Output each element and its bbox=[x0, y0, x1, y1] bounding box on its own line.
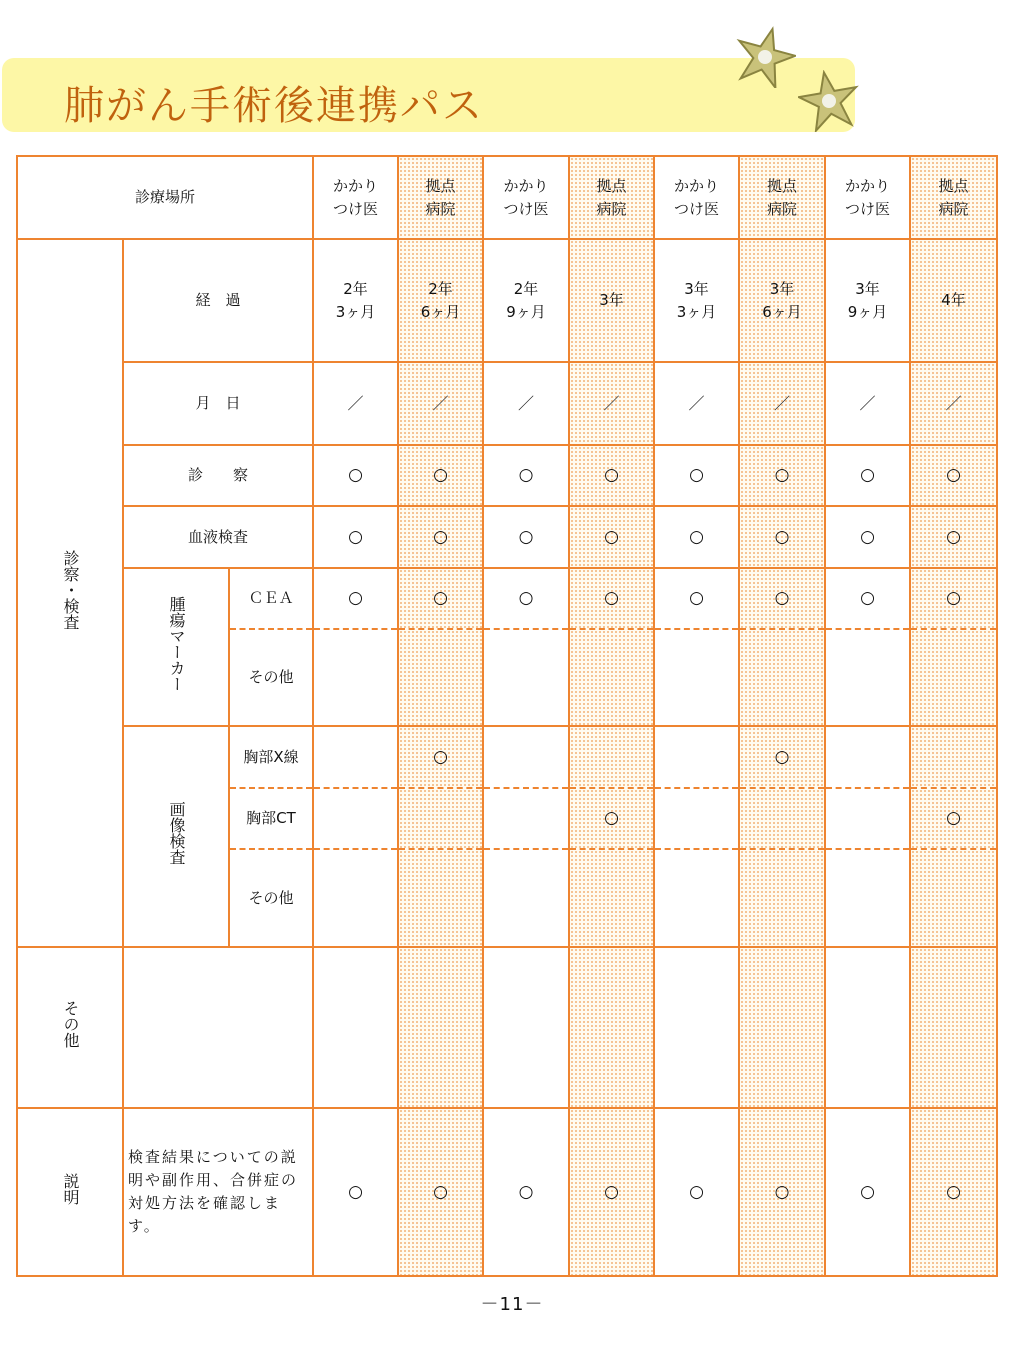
explain-row bbox=[17, 1108, 997, 1276]
explain-cell-text: ○ bbox=[689, 1181, 704, 1202]
tumor-marker-group-text: 腫瘍マーカー bbox=[167, 595, 186, 692]
table-body bbox=[17, 156, 997, 1276]
cea-label bbox=[229, 568, 313, 629]
explain-cell-text: ○ bbox=[518, 1181, 534, 1202]
column-place-text: かかり つけ医 bbox=[844, 176, 890, 218]
cea-cell bbox=[483, 568, 569, 629]
exam-row bbox=[17, 445, 997, 506]
xray-cell bbox=[483, 726, 569, 788]
cea-cell bbox=[910, 568, 997, 629]
explain-cell-text: ○ bbox=[348, 1181, 363, 1202]
ct-label bbox=[229, 788, 313, 849]
cea-cell bbox=[654, 568, 739, 629]
exam-label bbox=[123, 445, 313, 506]
other-cell bbox=[739, 947, 825, 1108]
tumor-other-cell bbox=[398, 629, 483, 726]
imaging-other-label bbox=[229, 849, 313, 947]
column-place bbox=[910, 156, 997, 239]
exam-cell bbox=[739, 445, 825, 506]
date-cell-text: ／ bbox=[603, 393, 620, 413]
elapsed-value bbox=[569, 239, 654, 362]
imaging-other-cell bbox=[739, 849, 825, 947]
column-place-text: かかり つけ医 bbox=[332, 176, 378, 218]
explain-cell bbox=[739, 1108, 825, 1276]
xray-cell-text: ○ bbox=[774, 746, 790, 767]
imaging-group-text: 画像検査 bbox=[167, 801, 186, 865]
exam-cell-text: ○ bbox=[348, 465, 363, 485]
elapsed-value bbox=[398, 239, 483, 362]
elapsed-label-text: 経 過 bbox=[195, 291, 241, 309]
elapsed-value bbox=[739, 239, 825, 362]
other-cell bbox=[825, 947, 910, 1108]
xray-cell bbox=[569, 726, 654, 788]
group-exam bbox=[17, 239, 123, 947]
tumor-other-label bbox=[229, 629, 313, 726]
other-blank bbox=[123, 947, 313, 1108]
blood-cell-text: ○ bbox=[689, 526, 704, 547]
elapsed-value-text: 3年 3ヶ月 bbox=[676, 279, 717, 321]
tumor-other-cell bbox=[569, 629, 654, 726]
blood-cell-text: ○ bbox=[774, 526, 790, 547]
exam-cell bbox=[398, 445, 483, 506]
explain-cell-text: ○ bbox=[946, 1181, 961, 1202]
column-place-text: 拠点 病院 bbox=[425, 176, 456, 218]
ct-cell bbox=[910, 788, 997, 849]
imaging-other-label-text: その他 bbox=[248, 888, 294, 907]
elapsed-value bbox=[825, 239, 910, 362]
imaging-other-cell bbox=[569, 849, 654, 947]
explain-cell bbox=[654, 1108, 739, 1276]
cea-cell-text: ○ bbox=[774, 588, 790, 608]
xray-cell bbox=[825, 726, 910, 788]
column-place-text: かかり つけ医 bbox=[503, 176, 549, 218]
explain-cell-text: ○ bbox=[604, 1181, 619, 1202]
elapsed-value-text: 4年 bbox=[941, 291, 966, 309]
exam-cell-text: ○ bbox=[946, 465, 961, 485]
explain-text-text: 検査結果についての説明や副作用、合併症の対処方法を確認します。 bbox=[128, 1148, 299, 1235]
date-cell bbox=[654, 362, 739, 445]
elapsed-row bbox=[17, 239, 997, 362]
column-place bbox=[654, 156, 739, 239]
blood-label-text: 血液検査 bbox=[187, 527, 248, 546]
elapsed-value-text: 2年 9ヶ月 bbox=[506, 279, 546, 321]
ct-cell bbox=[398, 788, 483, 849]
explain-cell-text: ○ bbox=[774, 1181, 790, 1202]
elapsed-value bbox=[910, 239, 997, 362]
blood-cell bbox=[569, 506, 654, 568]
clinical-path-table bbox=[16, 155, 998, 1277]
ct-cell-text: ○ bbox=[946, 808, 961, 828]
other-cell bbox=[313, 947, 398, 1108]
blood-cell-text: ○ bbox=[604, 526, 619, 547]
column-place bbox=[825, 156, 910, 239]
elapsed-value-text: 3年 bbox=[599, 291, 624, 309]
star-icon bbox=[734, 26, 796, 88]
explain-cell-text: ○ bbox=[860, 1181, 875, 1202]
imaging-group bbox=[123, 726, 229, 947]
ct-cell bbox=[483, 788, 569, 849]
cea-cell bbox=[569, 568, 654, 629]
date-cell bbox=[313, 362, 398, 445]
tumor-other-cell bbox=[910, 629, 997, 726]
xray-cell bbox=[313, 726, 398, 788]
tumor-other-cell bbox=[825, 629, 910, 726]
explain-group-text: 説明 bbox=[61, 1172, 80, 1205]
date-cell-text: ／ bbox=[859, 393, 876, 413]
blood-cell-text: ○ bbox=[433, 526, 448, 547]
elapsed-value bbox=[483, 239, 569, 362]
date-cell-text: ／ bbox=[688, 393, 705, 413]
other-group bbox=[17, 947, 123, 1108]
date-cell bbox=[569, 362, 654, 445]
explain-cell bbox=[398, 1108, 483, 1276]
column-place bbox=[569, 156, 654, 239]
exam-cell-text: ○ bbox=[689, 465, 704, 485]
elapsed-value-text: 2年 6ヶ月 bbox=[420, 279, 461, 321]
column-place-text: かかり つけ医 bbox=[673, 176, 719, 218]
blood-cell bbox=[483, 506, 569, 568]
elapsed-value-text: 3年 9ヶ月 bbox=[847, 279, 888, 321]
header-label bbox=[17, 156, 313, 239]
xray-cell bbox=[910, 726, 997, 788]
xray-row bbox=[17, 726, 997, 788]
exam-cell bbox=[910, 445, 997, 506]
xray-cell bbox=[654, 726, 739, 788]
cea-cell-text: ○ bbox=[689, 588, 704, 608]
blood-cell-text: ○ bbox=[860, 526, 875, 547]
cea-row bbox=[17, 568, 997, 629]
date-label-text: 月 日 bbox=[195, 394, 241, 412]
date-cell bbox=[398, 362, 483, 445]
ct-cell bbox=[313, 788, 398, 849]
cea-label-text: ＣＥＡ bbox=[248, 589, 294, 607]
xray-label bbox=[229, 726, 313, 788]
cea-cell bbox=[739, 568, 825, 629]
date-row bbox=[17, 362, 997, 445]
explain-text bbox=[123, 1108, 313, 1276]
imaging-other-cell bbox=[483, 849, 569, 947]
other-group-text: その他 bbox=[61, 1000, 80, 1048]
imaging-other-cell bbox=[398, 849, 483, 947]
ct-cell bbox=[739, 788, 825, 849]
imaging-other-cell bbox=[910, 849, 997, 947]
blood-cell bbox=[654, 506, 739, 568]
elapsed-value-text: 2年 3ヶ月 bbox=[335, 279, 376, 321]
elapsed-value bbox=[654, 239, 739, 362]
exam-cell bbox=[825, 445, 910, 506]
ct-cell-text: ○ bbox=[604, 808, 619, 828]
cea-cell-text: ○ bbox=[946, 588, 961, 608]
other-row bbox=[17, 947, 997, 1108]
other-cell bbox=[910, 947, 997, 1108]
imaging-other-cell bbox=[825, 849, 910, 947]
star-icon bbox=[798, 70, 860, 132]
date-cell-text: ／ bbox=[773, 393, 790, 413]
blood-cell bbox=[313, 506, 398, 568]
date-cell-text: ／ bbox=[432, 393, 449, 413]
ct-cell bbox=[654, 788, 739, 849]
cea-cell-text: ○ bbox=[860, 588, 875, 608]
other-cell bbox=[398, 947, 483, 1108]
date-cell bbox=[483, 362, 569, 445]
exam-cell-text: ○ bbox=[433, 465, 448, 485]
explain-cell bbox=[483, 1108, 569, 1276]
other-cell bbox=[569, 947, 654, 1108]
date-cell-text: ／ bbox=[347, 393, 364, 413]
exam-cell bbox=[483, 445, 569, 506]
cea-cell-text: ○ bbox=[433, 588, 448, 608]
blood-cell bbox=[910, 506, 997, 568]
imaging-other-cell bbox=[654, 849, 739, 947]
cea-cell bbox=[825, 568, 910, 629]
exam-cell-text: ○ bbox=[604, 465, 619, 485]
exam-cell bbox=[654, 445, 739, 506]
exam-label-text: 診 察 bbox=[187, 466, 248, 484]
header-row bbox=[17, 156, 997, 239]
imaging-other-cell bbox=[313, 849, 398, 947]
cea-cell bbox=[313, 568, 398, 629]
column-place bbox=[483, 156, 569, 239]
date-cell bbox=[825, 362, 910, 445]
exam-cell-text: ○ bbox=[518, 465, 534, 485]
cea-cell bbox=[398, 568, 483, 629]
column-place-text: 拠点 病院 bbox=[766, 176, 797, 218]
header-label-text: 診療場所 bbox=[134, 188, 195, 206]
elapsed-label bbox=[123, 239, 313, 362]
xray-cell bbox=[739, 726, 825, 788]
cea-cell-text: ○ bbox=[604, 588, 619, 608]
tumor-other-cell bbox=[654, 629, 739, 726]
xray-label-text: 胸部X線 bbox=[243, 747, 299, 766]
blood-cell-text: ○ bbox=[946, 526, 961, 547]
date-cell-text: ／ bbox=[517, 393, 534, 413]
xray-cell-text: ○ bbox=[433, 746, 448, 767]
blood-cell-text: ○ bbox=[518, 526, 534, 547]
explain-cell bbox=[569, 1108, 654, 1276]
cea-cell-text: ○ bbox=[518, 588, 534, 608]
explain-cell-text: ○ bbox=[433, 1181, 448, 1202]
explain-cell bbox=[825, 1108, 910, 1276]
ct-label-text: 胸部CT bbox=[246, 809, 296, 827]
exam-cell-text: ○ bbox=[774, 465, 790, 485]
explain-group bbox=[17, 1108, 123, 1276]
column-place-text: 拠点 病院 bbox=[938, 176, 969, 218]
exam-cell bbox=[313, 445, 398, 506]
date-cell bbox=[739, 362, 825, 445]
tumor-other-cell bbox=[313, 629, 398, 726]
other-cell bbox=[654, 947, 739, 1108]
date-label bbox=[123, 362, 313, 445]
elapsed-value-text: 3年 6ヶ月 bbox=[762, 279, 802, 321]
xray-cell bbox=[398, 726, 483, 788]
explain-cell bbox=[313, 1108, 398, 1276]
exam-cell-text: ○ bbox=[860, 465, 875, 485]
page-number: －11－ bbox=[480, 1294, 544, 1315]
tumor-other-label-text: その他 bbox=[248, 668, 294, 686]
ct-cell bbox=[825, 788, 910, 849]
blood-row bbox=[17, 506, 997, 568]
column-place-text: 拠点 病院 bbox=[596, 176, 627, 218]
blood-label bbox=[123, 506, 313, 568]
blood-cell bbox=[398, 506, 483, 568]
exam-cell bbox=[569, 445, 654, 506]
other-cell bbox=[483, 947, 569, 1108]
column-place bbox=[313, 156, 398, 239]
column-place bbox=[739, 156, 825, 239]
blood-cell-text: ○ bbox=[348, 526, 363, 547]
elapsed-value bbox=[313, 239, 398, 362]
cea-cell-text: ○ bbox=[348, 588, 363, 608]
blood-cell bbox=[739, 506, 825, 568]
column-place bbox=[398, 156, 483, 239]
date-cell-text: ／ bbox=[945, 393, 962, 413]
explain-cell bbox=[910, 1108, 997, 1276]
tumor-other-cell bbox=[739, 629, 825, 726]
tumor-other-cell bbox=[483, 629, 569, 726]
ct-cell bbox=[569, 788, 654, 849]
date-cell bbox=[910, 362, 997, 445]
tumor-marker-group bbox=[123, 568, 229, 726]
blood-cell bbox=[825, 506, 910, 568]
group-exam-text: 診察・検査 bbox=[61, 549, 80, 630]
page-title: 肺がん手術後連携パス bbox=[64, 83, 484, 129]
